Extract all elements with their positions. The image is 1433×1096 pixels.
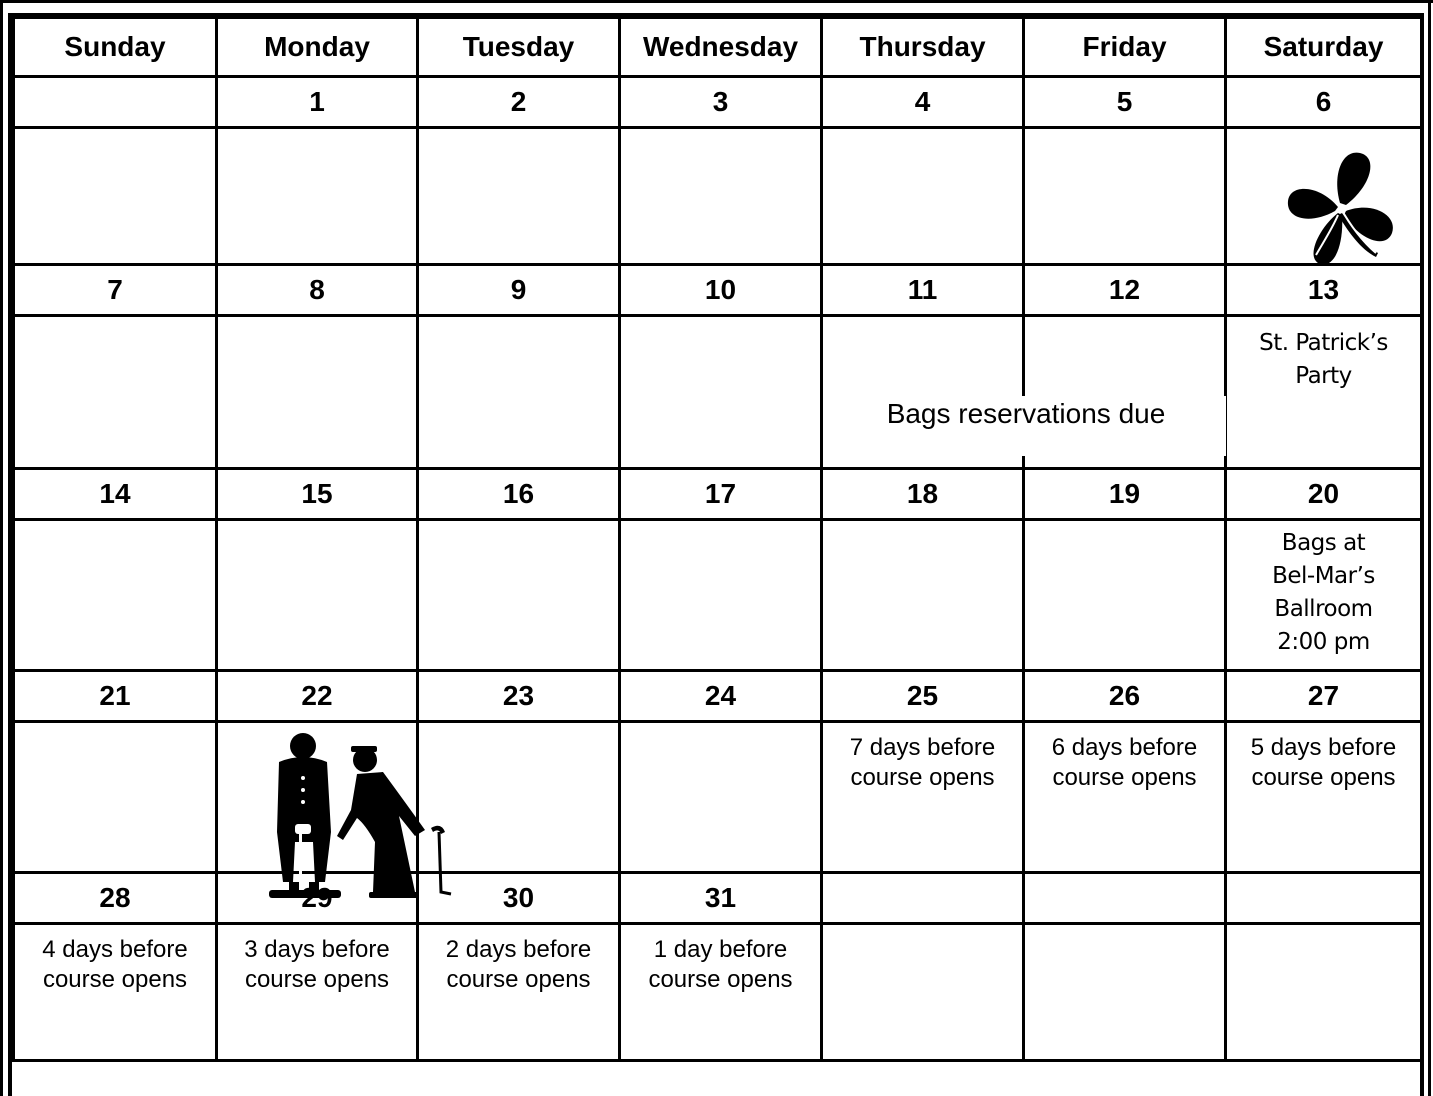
- event-cell: [14, 924, 217, 1061]
- week-5-dates: [14, 873, 1422, 924]
- week-4-events: [14, 722, 1422, 873]
- weekday-sunday: Sunday: [14, 18, 217, 77]
- event-cell: [217, 924, 418, 1061]
- date-cell: 15: [217, 469, 418, 520]
- countdown-text: 5 days before course opens: [1250, 734, 1397, 791]
- date-cell: 21: [14, 671, 217, 722]
- date-cell: 31: [620, 873, 822, 924]
- weekday-header-row: [14, 18, 1422, 77]
- week-3-events: [14, 520, 1422, 671]
- date-cell: 12: [1024, 265, 1226, 316]
- bags-line1: Bags at: [1281, 530, 1366, 556]
- month-calendar: [12, 16, 1423, 1062]
- date-cell: 9: [418, 265, 620, 316]
- golfers-illustration: [265, 732, 465, 902]
- date-cell: 28: [14, 873, 217, 924]
- date-cell: 6: [1226, 77, 1422, 128]
- weekday-monday: Monday: [217, 18, 418, 77]
- week-2-dates: [14, 265, 1422, 316]
- event-cell: [14, 722, 217, 873]
- event-cell: [1024, 520, 1226, 671]
- weekday-tuesday: Tuesday: [418, 18, 620, 77]
- event-cell: [1024, 924, 1226, 1061]
- event-cell: [217, 520, 418, 671]
- date-cell: 22: [217, 671, 418, 722]
- outer-border-top: [0, 0, 1433, 3]
- date-cell: 7: [14, 265, 217, 316]
- event-cell: [418, 924, 620, 1061]
- st-patricks-line2: Party: [1295, 363, 1352, 389]
- date-cell: 24: [620, 671, 822, 722]
- event-cell: [620, 924, 822, 1061]
- event-cell: [418, 128, 620, 265]
- date-cell: 26: [1024, 671, 1226, 722]
- date-cell: 3: [620, 77, 822, 128]
- shamrock-icon: [1280, 145, 1405, 270]
- event-cell: [418, 520, 620, 671]
- event-cell: [620, 722, 822, 873]
- countdown-text: 6 days before course opens: [1051, 734, 1198, 791]
- event-cell: [217, 316, 418, 469]
- weekday-wednesday: Wednesday: [620, 18, 822, 77]
- event-cell: [14, 520, 217, 671]
- bags-line3: Ballroom: [1274, 596, 1373, 622]
- event-cell: [620, 316, 822, 469]
- event-cell: [822, 128, 1024, 265]
- date-cell: 20: [1226, 469, 1422, 520]
- date-cell: 5: [1024, 77, 1226, 128]
- date-cell: 2: [418, 77, 620, 128]
- week-3-dates: [14, 469, 1422, 520]
- event-cell: [1024, 128, 1226, 265]
- st-patricks-party-event: [1227, 317, 1420, 393]
- date-cell: 27: [1226, 671, 1422, 722]
- date-cell: 16: [418, 469, 620, 520]
- bags-line4: 2:00 pm: [1277, 629, 1370, 655]
- date-cell: 13: [1226, 265, 1422, 316]
- event-cell-st-patricks: [1226, 316, 1422, 469]
- date-cell: 18: [822, 469, 1024, 520]
- event-cell: [620, 520, 822, 671]
- week-5-events: [14, 924, 1422, 1061]
- date-cell: 1: [217, 77, 418, 128]
- bags-event: [1227, 521, 1420, 659]
- date-cell: [1226, 873, 1422, 924]
- event-cell: [14, 128, 217, 265]
- date-cell: 4: [822, 77, 1024, 128]
- event-cell: [822, 520, 1024, 671]
- event-cell: [620, 128, 822, 265]
- event-cell: [1226, 722, 1422, 873]
- event-cell: [14, 316, 217, 469]
- countdown-text: 1 day before course opens: [648, 936, 793, 993]
- countdown-text: 2 days before course opens: [445, 936, 592, 993]
- event-cell: [1226, 924, 1422, 1061]
- date-cell: [822, 873, 1024, 924]
- date-cell: [14, 77, 217, 128]
- outer-border-left: [0, 0, 3, 1096]
- event-cell: [217, 128, 418, 265]
- date-cell: 10: [620, 265, 822, 316]
- outer-border-right: [1428, 0, 1431, 1096]
- date-cell: 14: [14, 469, 217, 520]
- st-patricks-line1: St. Patrick’s: [1259, 330, 1388, 356]
- event-cell-bags: [1226, 520, 1422, 671]
- event-cell: [1024, 722, 1226, 873]
- date-cell: 25: [822, 671, 1024, 722]
- date-cell: 30: [418, 873, 620, 924]
- date-cell: [1024, 873, 1226, 924]
- date-cell: 11: [822, 265, 1024, 316]
- bags-reservations-note: Bags reservations due: [826, 396, 1226, 456]
- date-cell: 8: [217, 265, 418, 316]
- date-cell: 17: [620, 469, 822, 520]
- bags-line2: Bel-Mar’s: [1272, 563, 1375, 589]
- event-cell: [418, 316, 620, 469]
- countdown-text: 7 days before course opens: [849, 734, 996, 791]
- week-1-dates: [14, 77, 1422, 128]
- countdown-text: 4 days before course opens: [42, 936, 188, 993]
- countdown-text: 3 days before course opens: [244, 936, 390, 993]
- weekday-friday: Friday: [1024, 18, 1226, 77]
- date-cell: 23: [418, 671, 620, 722]
- weekday-saturday: Saturday: [1226, 18, 1422, 77]
- week-1-events: [14, 128, 1422, 265]
- date-cell: 19: [1024, 469, 1226, 520]
- event-cell: [822, 722, 1024, 873]
- event-cell: [822, 924, 1024, 1061]
- weekday-thursday: Thursday: [822, 18, 1024, 77]
- week-4-dates: [14, 671, 1422, 722]
